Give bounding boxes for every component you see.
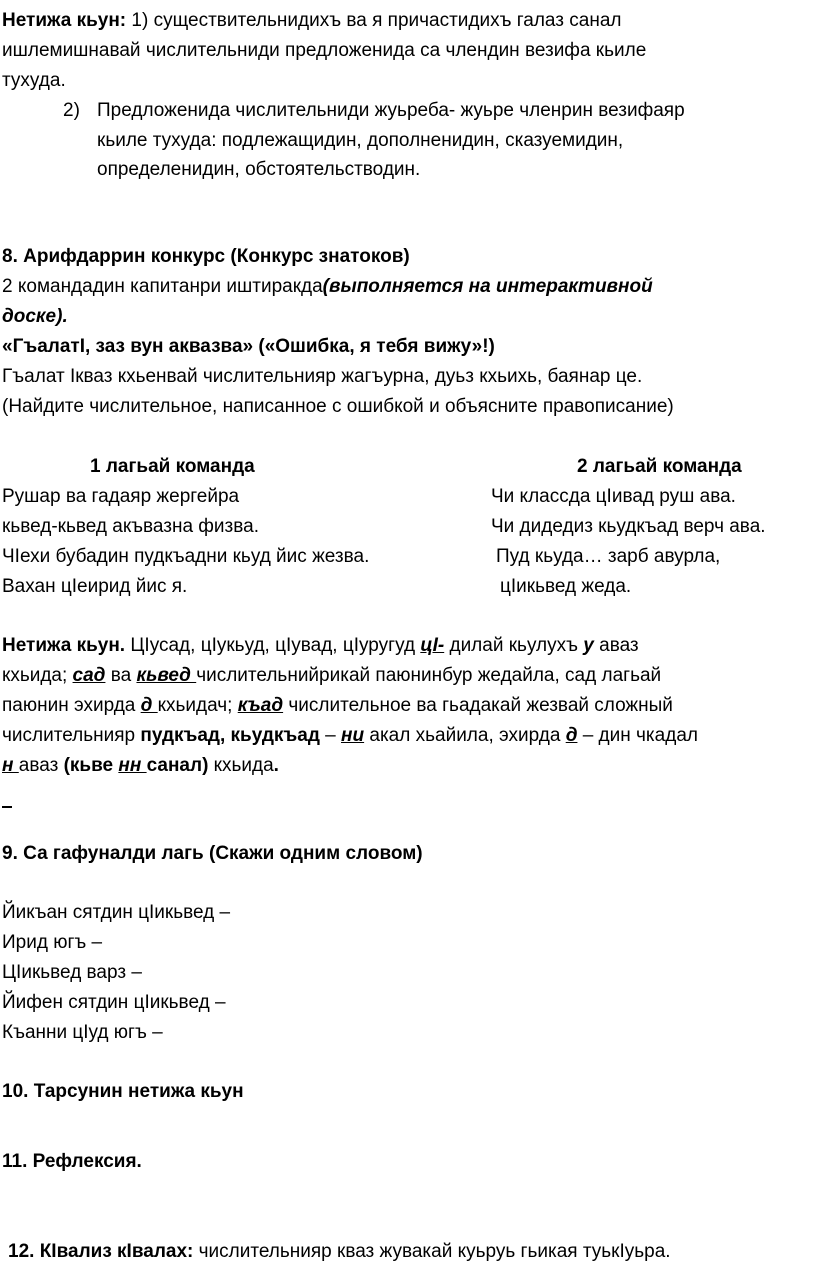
team-1-line: ЧIехи бубадин пудкъадни кьуд йис жезва.	[2, 546, 370, 567]
highlight-word: къад	[237, 695, 284, 716]
team-2-line: Пуд кьуда… зарб авурла,	[496, 546, 721, 567]
intro-line-1	[2, 6, 621, 36]
result-line-5	[2, 751, 279, 781]
instruction-lezgi: Гъалат Iкваз кхьенвай числительнияр жагъурна, дуьз кхьихь, баянар це.	[2, 366, 643, 387]
section-9-item: Йифен сятдин цIикьвед –	[2, 992, 226, 1013]
result-text: акал хьайила, эхирда	[364, 725, 566, 746]
section-12-label: 12. КIвализ кIвалах:	[8, 1241, 194, 1262]
highlight-word: кьвед	[136, 665, 197, 686]
intro-item2-line-2: кьиле тухуда: подлежащидин, дополненидин, сказуемидин,	[97, 130, 624, 151]
intro-item2-marker: 2)	[63, 100, 80, 121]
result-text: числительное ва гьадакай жезвай сложный	[283, 695, 673, 716]
result-line-4	[2, 721, 698, 751]
underline-stub	[2, 806, 12, 808]
highlight-letter: н	[2, 755, 19, 776]
result-text: .	[273, 755, 279, 776]
section-12-text: числительнияр кваз жувакай куьруь гьикая туькIуьра.	[193, 1241, 671, 1262]
section-12-line	[8, 1237, 671, 1267]
result-text: кхьидач;	[157, 695, 238, 716]
team-2-line: цIикьвед жеда.	[500, 576, 632, 597]
result-text: кхьида	[208, 755, 274, 776]
intro-line-2: ишлемишнавай числительниди предложенида са члендин везифа кьиле	[2, 40, 647, 61]
result-text: кхьида;	[2, 665, 73, 686]
result-text: – дин чкадал	[577, 725, 698, 746]
highlight-letter: д	[565, 725, 578, 746]
result-text: числительнийрикай паюнинбур жедайла, сад лагьай	[196, 665, 662, 686]
result-text: аваз	[18, 755, 64, 776]
result-text: паюнин эхирда	[2, 695, 141, 716]
result-line-3	[2, 691, 673, 721]
captains-note-cont: доске).	[2, 306, 68, 327]
section-10-heading: 10. Тарсунин нетижа кьун	[2, 1081, 244, 1102]
intro-label: Нетижа кьун:	[2, 10, 127, 31]
section-8-captains-line	[2, 272, 653, 302]
highlight-word: (кьве	[63, 755, 119, 776]
intro-item2-line-3: определенидин, обстоятельстводин.	[97, 159, 421, 180]
highlight-word: санал)	[146, 755, 209, 776]
team-1-line: Рушар ва гадаяр жергейра	[2, 486, 240, 507]
highlight-letter: нн	[118, 755, 147, 776]
result-text: ЦIусад, цIукьуд, цIувад, цIуругуд	[125, 635, 421, 656]
section-9-item: Ирид югъ –	[2, 932, 103, 953]
instruction-russian: (Найдите числительное, написанное с ошибкой и объясните правописание)	[2, 396, 674, 417]
result-text: аваз	[593, 635, 639, 656]
highlight-word: пудкъад, кьудкъад	[140, 725, 320, 746]
result-label: Нетижа кьун.	[2, 635, 126, 656]
team-2-line: Чи дидедиз кьудкъад верч ава.	[491, 516, 766, 537]
highlight-prefix: цI-	[420, 635, 445, 656]
team-2-title: 2 лагьай команда	[577, 456, 742, 477]
captains-text: 2 командадин капитанри иштиракда	[2, 276, 323, 297]
result-line-2	[2, 661, 661, 691]
highlight-suffix: ни	[341, 725, 365, 746]
section-8-heading: 8. Арифдаррин конкурс (Конкурс знатоков)	[2, 246, 410, 267]
section-9-heading: 9. Са гафуналди лагь (Скажи одним словом)	[2, 843, 423, 864]
highlight-letter: д	[140, 695, 158, 716]
intro-item2-line-1: Предложенида числительниди жуьреба- жуьре членрин везифаяр	[97, 100, 685, 121]
game-title: «ГъалатI, заз вун аквазва» («Ошибка, я тебя вижу»!)	[2, 336, 495, 357]
intro-item1-text: 1) существительнидихъ ва я причастидихъ галаз санал	[126, 10, 622, 31]
section-9-item: Йикъан сятдин цIикьвед –	[2, 902, 231, 923]
result-text: дилай кьулухъ	[444, 635, 584, 656]
section-9-item: ЦIикьвед варз –	[2, 962, 142, 983]
team-1-line: кьвед-кьвед акъвазна физва.	[2, 516, 259, 537]
result-text: числительнияр	[2, 725, 141, 746]
captains-note: (выполняется на интерактивной	[322, 276, 653, 297]
team-2-line: Чи классда цIивад руш ава.	[491, 486, 736, 507]
result-text: –	[319, 725, 342, 746]
result-line-1	[2, 631, 639, 661]
highlight-word: сад	[72, 665, 106, 686]
section-11-heading: 11. Рефлексия.	[2, 1151, 142, 1172]
team-1-line: Вахан цIеирид йис я.	[2, 576, 188, 597]
result-text: ва	[105, 665, 137, 686]
section-9-item: Къанни цIуд югъ –	[2, 1022, 163, 1043]
highlight-letter: у	[583, 635, 594, 656]
intro-line-3: тухуда.	[2, 70, 66, 91]
team-1-title: 1 лагьай команда	[90, 456, 255, 477]
